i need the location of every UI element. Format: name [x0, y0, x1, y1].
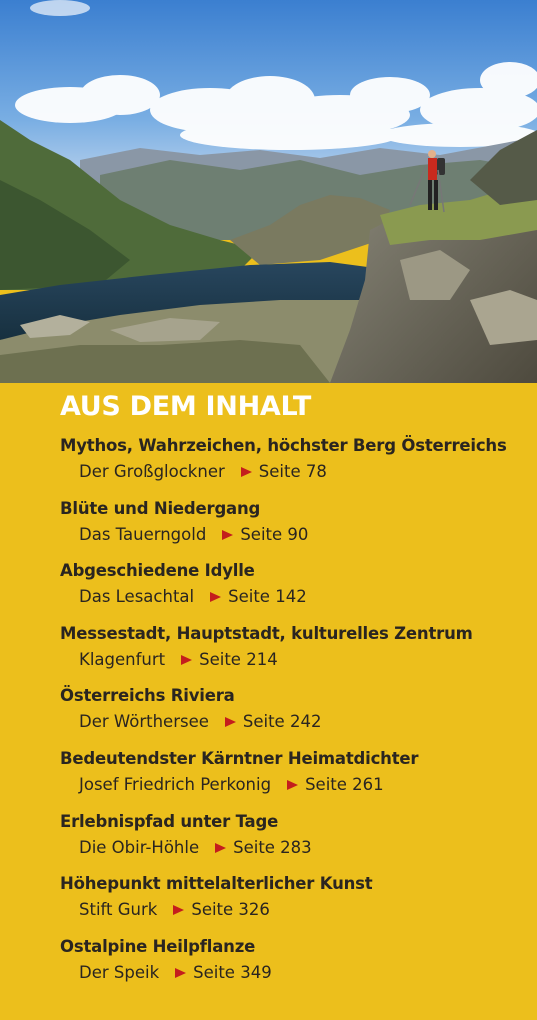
entry-reference	[79, 962, 530, 984]
entry-reference	[79, 461, 530, 483]
entry-subtitle: Das Lesachtal	[79, 587, 195, 607]
entry-reference	[79, 524, 530, 546]
right-pointing-triangle-icon	[181, 655, 192, 665]
entry-reference	[79, 837, 530, 859]
entry-page: Seite 142	[228, 587, 307, 607]
right-pointing-triangle-icon	[173, 905, 184, 915]
right-pointing-triangle-icon	[241, 467, 252, 477]
entry-page: Seite 349	[193, 962, 272, 982]
entry-reference	[79, 774, 530, 796]
entry-subtitle: Stift Gurk	[79, 900, 158, 920]
entry-title: Abgeschiedene Idylle	[60, 561, 255, 581]
right-pointing-triangle-icon	[175, 968, 186, 978]
right-pointing-triangle-icon	[287, 780, 298, 790]
entry-page: Seite 326	[191, 900, 270, 920]
entry-reference	[79, 649, 530, 671]
mountain-lake-photo	[0, 0, 537, 383]
contents-entry	[60, 498, 530, 561]
contents-entry	[60, 685, 530, 748]
entry-subtitle: Der Wörthersee	[79, 712, 209, 732]
right-pointing-triangle-icon	[215, 843, 226, 853]
entry-reference	[79, 711, 530, 733]
entry-page: Seite 90	[240, 524, 309, 544]
entry-title: Österreichs Riviera	[60, 686, 235, 706]
entry-page: Seite 78	[258, 462, 327, 481]
right-pointing-triangle-icon	[225, 717, 236, 727]
entry-subtitle: Klagenfurt	[79, 649, 166, 669]
contents-entry	[60, 435, 530, 498]
contents-entry	[60, 936, 530, 999]
entry-title: Blüte und Niedergang	[60, 498, 261, 518]
contents-entry	[60, 748, 530, 811]
entry-page: Seite 283	[233, 837, 312, 857]
entry-reference	[79, 586, 530, 608]
photo-illustration	[0, 0, 537, 383]
contents-entry	[60, 873, 530, 936]
right-pointing-triangle-icon	[210, 592, 221, 602]
entry-subtitle: Der Großglockner	[79, 462, 225, 481]
entry-page: Seite 261	[305, 774, 384, 794]
entry-title: Bedeutendster Kärntner Heimatdichter	[60, 748, 419, 768]
entry-title: Mythos, Wahrzeichen, höchster Berg Österreichs	[60, 436, 507, 455]
entry-title: Messestadt, Hauptstadt, kulturelles Zentrum	[60, 623, 473, 643]
right-pointing-triangle-icon	[222, 530, 233, 540]
entry-title: Höhepunkt mittelalterlicher Kunst	[60, 874, 373, 894]
entry-title: Erlebnispfad unter Tage	[60, 811, 279, 831]
entry-title: Ostalpine Heilpflanze	[60, 936, 256, 956]
contents-entry	[60, 560, 530, 623]
entry-page: Seite 242	[242, 712, 322, 732]
entry-reference	[79, 899, 530, 921]
contents-list	[60, 435, 530, 998]
entry-subtitle: Das Tauerngold	[79, 524, 207, 544]
entry-subtitle: Die Obir-Höhle	[79, 837, 200, 857]
contents-panel	[0, 383, 537, 1020]
entry-subtitle: Der Speik	[79, 962, 160, 982]
entry-page: Seite 214	[199, 649, 278, 669]
contents-entry	[60, 811, 530, 874]
contents-heading: AUS DEM INHALT	[60, 391, 312, 422]
contents-entry	[60, 623, 530, 686]
entry-subtitle: Josef Friedrich Perkonig	[79, 774, 272, 794]
